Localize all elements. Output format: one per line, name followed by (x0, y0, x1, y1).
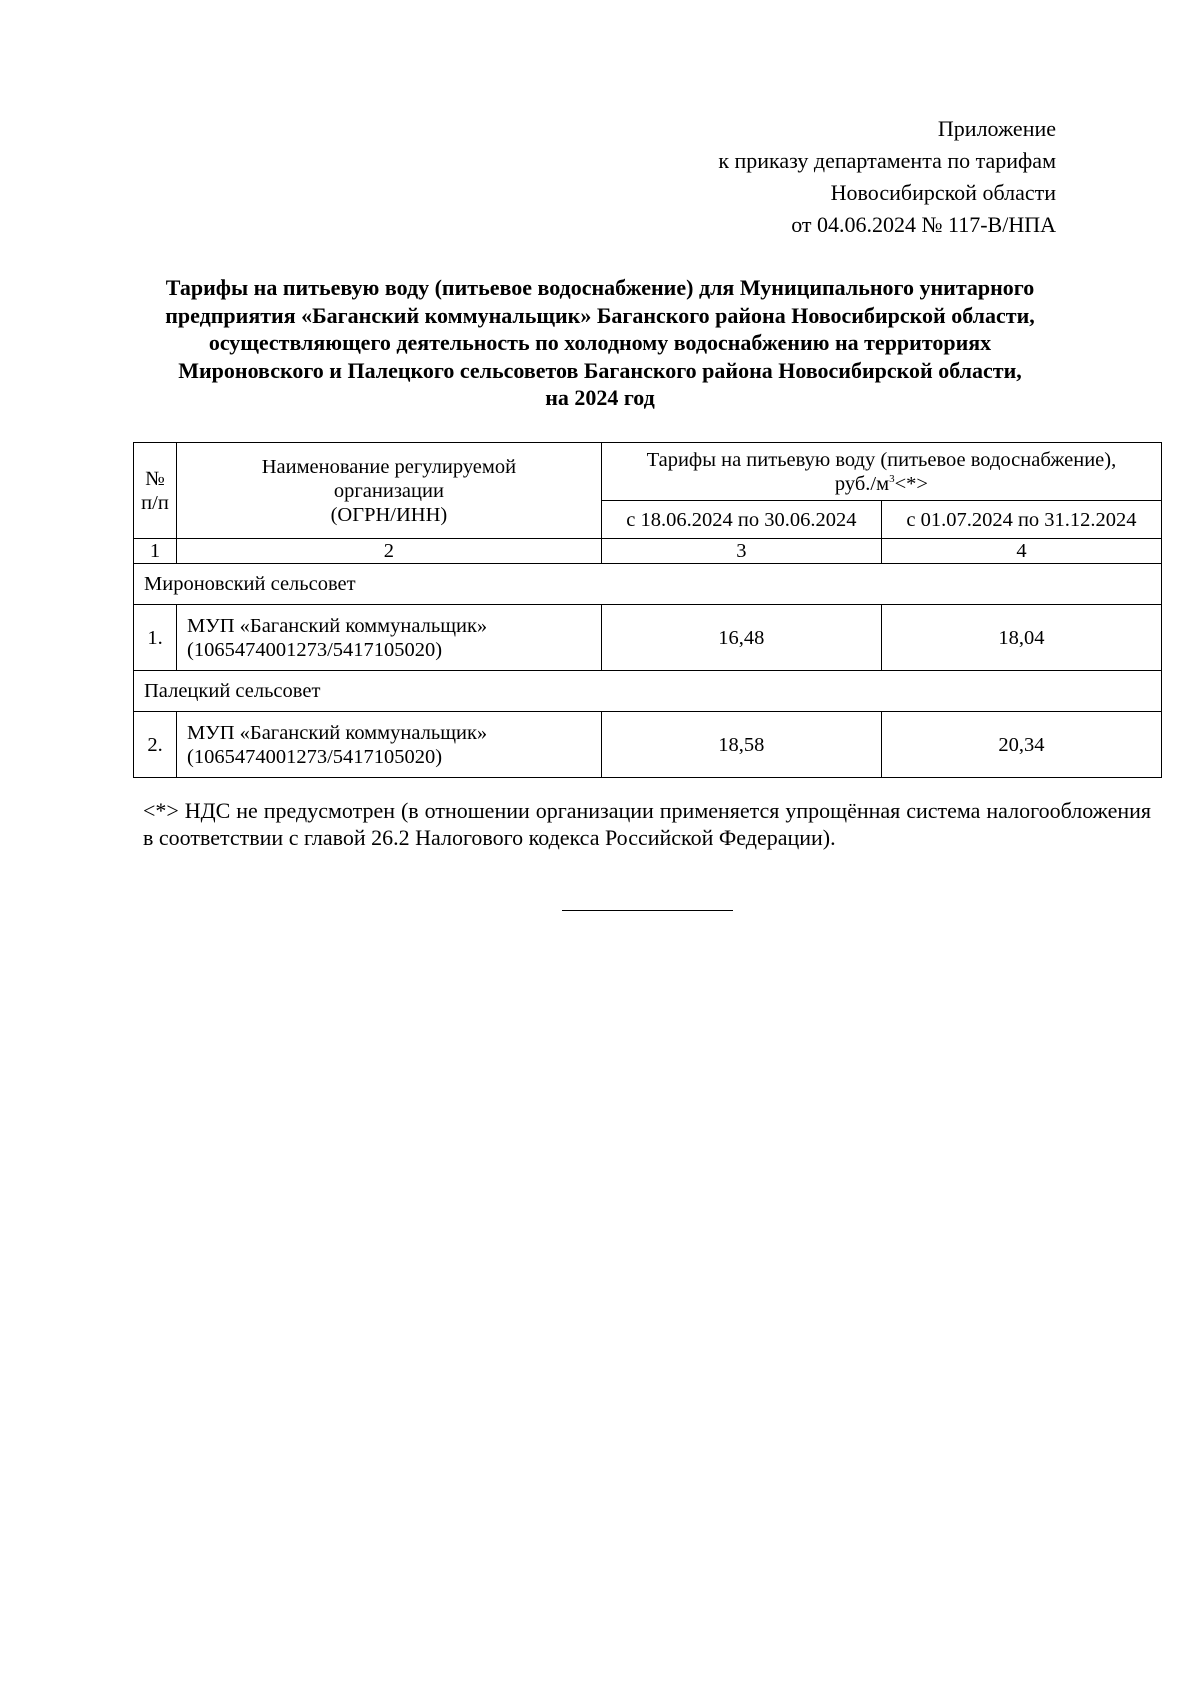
colnum-1: 1 (134, 539, 177, 564)
appendix-block (718, 113, 1056, 241)
header-org-cell (177, 443, 602, 539)
appendix-line-1: Приложение (937, 116, 1056, 141)
title-line-1: Тарифы на питьевую воду (питьевое водоснабжение) для Муниципального унитарного (165, 275, 1035, 300)
title-line-3: осуществляющего деятельность по холодному водоснабжению на территориях (208, 330, 992, 355)
row-org (177, 712, 602, 778)
appendix-line-4: от 04.06.2024 № 117-В/НПА (791, 212, 1056, 237)
title-line-4: Мироновского и Палецкого сельсоветов Баганского района Новосибирской области, (178, 357, 1022, 383)
section-name: Мироновский сельсовет (134, 564, 1162, 605)
header-org-line-3: (ОГРН/ИНН) (330, 503, 448, 526)
header-tariff-mark: <*> (894, 472, 928, 495)
table-header-row (134, 443, 1162, 501)
header-num-cell (134, 443, 177, 539)
header-tariff-unit-sup: 3 (889, 472, 895, 485)
header-tariff-unit: руб./м (834, 472, 890, 495)
row-value-2: 18,04 (881, 605, 1161, 671)
row-org-line-2: (1065474001273/5417105020) (187, 745, 443, 768)
row-value-2: 20,34 (881, 712, 1161, 778)
header-tariff-cell (601, 443, 1161, 501)
colnum-2: 2 (177, 539, 602, 564)
tariff-table (133, 442, 1162, 778)
header-org-line-2: организации (333, 479, 444, 502)
appendix-line-2: к приказу департамента по тарифам (718, 148, 1056, 173)
document-title (130, 274, 1070, 412)
colnum-4: 4 (881, 539, 1161, 564)
appendix-line-3: Новосибирской области (830, 180, 1056, 205)
row-value-1: 18,58 (601, 712, 881, 778)
table-colnum-row (134, 539, 1162, 564)
closing-rule (562, 910, 733, 911)
header-num-line-2: п/п (141, 491, 169, 514)
header-org-line-1: Наименование регулируемой (261, 455, 517, 478)
section-name: Палецкий сельсовет (134, 671, 1162, 712)
header-period-2: с 01.07.2024 по 31.12.2024 (881, 501, 1161, 539)
row-org-line-1: МУП «Баганский коммунальщик» (187, 614, 488, 637)
row-value-1: 16,48 (601, 605, 881, 671)
title-line-2: предприятия «Баганский коммунальщик» Баганского района Новосибирской области, (165, 302, 1035, 328)
row-num: 2. (134, 712, 177, 778)
table-row (134, 605, 1162, 671)
footnote: <*> НДС не предусмотрен (в отношении организации применяется упрощённая система налогообложения в соответствии с главой 26.2 Налогового кодекса Российской Федерации). (143, 798, 1151, 850)
header-period-1: с 18.06.2024 по 30.06.2024 (601, 501, 881, 539)
title-line-5: на 2024 год (545, 385, 655, 410)
header-tariff-line-1: Тарифы на питьевую воду (питьевое водоснабжение), (646, 448, 1117, 471)
header-num-line-1: № (145, 467, 165, 490)
colnum-3: 3 (601, 539, 881, 564)
row-num: 1. (134, 605, 177, 671)
row-org (177, 605, 602, 671)
section-row (134, 671, 1162, 712)
header-tariff-line-2 (608, 472, 1155, 496)
section-row (134, 564, 1162, 605)
row-org-line-2: (1065474001273/5417105020) (187, 638, 443, 661)
table-row (134, 712, 1162, 778)
row-org-line-1: МУП «Баганский коммунальщик» (187, 721, 488, 744)
